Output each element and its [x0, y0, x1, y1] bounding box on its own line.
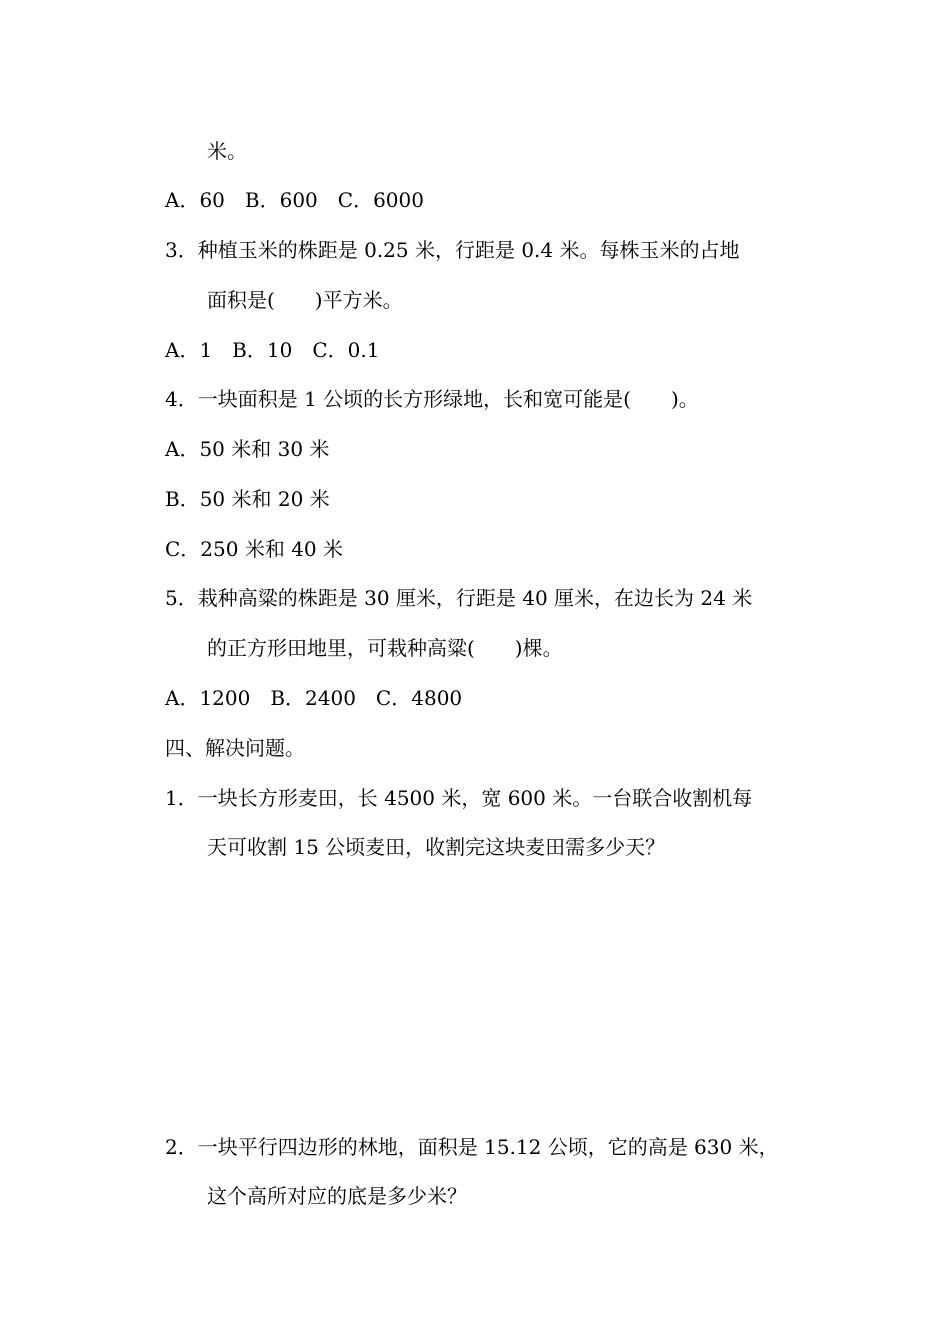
problem-2 [165, 1134, 779, 1160]
question-4-text: 一块面积是 1 公顷的长方形绿地，长和宽可能是( )。 [197, 387, 699, 411]
question-3-text-line2: 面积是( )平方米。 [207, 288, 403, 312]
problem-1-number: 1． [165, 786, 198, 810]
question-4-option-b: B．50 米和 20 米 [165, 487, 330, 511]
problem-1-text: 一块长方形麦田，长 4500 米，宽 600 米。一台联合收割机每 [197, 786, 753, 810]
question-5-text-line2: 的正方形田地里，可栽种高粱( )棵。 [207, 636, 563, 660]
question-4-option-c: C．250 米和 40 米 [165, 537, 343, 561]
question-5-number: 5． [165, 586, 198, 610]
problem-2-text: 一块平行四边形的林地，面积是 15.12 公顷，它的高是 630 米， [197, 1135, 779, 1159]
question-2-continuation: 米。 [207, 139, 247, 163]
question-2-options: A．60 B．600 C．6000 [165, 188, 424, 212]
question-4-option-a: A．50 米和 30 米 [165, 437, 330, 461]
question-5-options: A．1200 B．2400 C．4800 [165, 686, 463, 710]
problem-2-text-line2: 这个高所对应的底是多少米？ [207, 1184, 467, 1208]
question-5 [165, 585, 752, 611]
question-5-text: 栽种高粱的株距是 30 厘米，行距是 40 厘米，在边长为 24 米 [197, 586, 753, 610]
problem-1 [165, 785, 752, 811]
question-3-options: A．1 B．10 C．0.1 [165, 338, 380, 362]
problem-1-text-line2: 天可收割 15 公顷麦田，收割完这块麦田需多少天？ [207, 835, 666, 859]
question-4-number: 4． [165, 387, 198, 411]
question-3-text: 种植玉米的株距是 0.25 米，行距是 0.4 米。每株玉米的占地 [197, 238, 740, 262]
problem-2-number: 2． [165, 1135, 198, 1159]
section-4-title: 四、解决问题。 [165, 736, 305, 760]
question-3 [165, 237, 740, 263]
question-3-number: 3． [165, 238, 198, 262]
question-4 [165, 386, 699, 412]
